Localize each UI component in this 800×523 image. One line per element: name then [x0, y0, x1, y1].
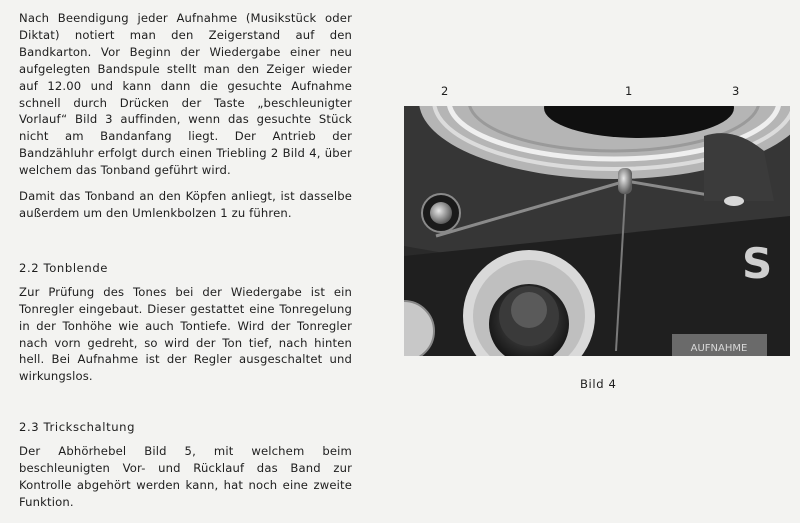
figure-caption: Bild 4 [580, 377, 617, 391]
tape-head [724, 196, 744, 206]
paragraph-bandzaehluhr: Nach Beendigung jeder Aufnahme (Musikstück oder Diktat) notiert man den Zeigerstand auf den Bandkarton. Vor Beginn der Wiedergabe einer neu aufgelegten Bandspule stellt man den Zeiger wieder auf 12.00 und kann dann die gesuchte Aufnahme schnell durch Drücken der Taste „beschleunigter Vorlauf“ Bild 3 auffinden, wenn das gesuchte Stück nicht am Bandanfang liegt. Der Antrieb der Bandzähluhr erfolgt durch einen Triebling 2 Bild 4, über welchem das Tonband geführt wird. [19, 11, 352, 178]
callout-number-3: 3 [732, 84, 740, 98]
tape-recorder-photo [404, 106, 790, 356]
paragraph-abhoerhebel: Der Abhörhebel Bild 5, mit welchem beim beschleunigten Vor- und Rücklauf das Band zur Kontrolle abgehört werden kann, hat noch eine zweite Funktion. [19, 444, 352, 509]
paragraph-umlenkbolzen: Damit das Tonband an den Köpfen anliegt, ist dasselbe außerdem um den Umlenkbolzen 1 zu führen. [19, 189, 352, 220]
figure-bild-4 [404, 84, 790, 356]
paragraph-tonregler: Zur Prüfung des Tones bei der Wiedergabe ist ein Tonregler eingebaut. Dieser gestattet eine Tonregelung in der Tonhöhe wie auch Tontiefe. Wird der Tonregler nach vorn gedreht, so wird der Ton tief, nach hinten hell. Bei Aufnahme ist der Regler ausgeschaltet und wirkungslos. [19, 284, 352, 384]
callout-number-1: 1 [625, 84, 633, 98]
counter-pinion-hub [430, 202, 452, 224]
aufnahme-button-label: AUFNAHME [690, 343, 748, 354]
body-text-column [19, 10, 352, 511]
callout-number-2: 2 [441, 84, 449, 98]
guide-bolt [618, 168, 632, 194]
svg-text:S: S [742, 239, 773, 288]
heading-tonblende: 2.2 Tonblende [19, 260, 109, 275]
heading-trickschaltung: 2.3 Trickschaltung [19, 420, 136, 435]
